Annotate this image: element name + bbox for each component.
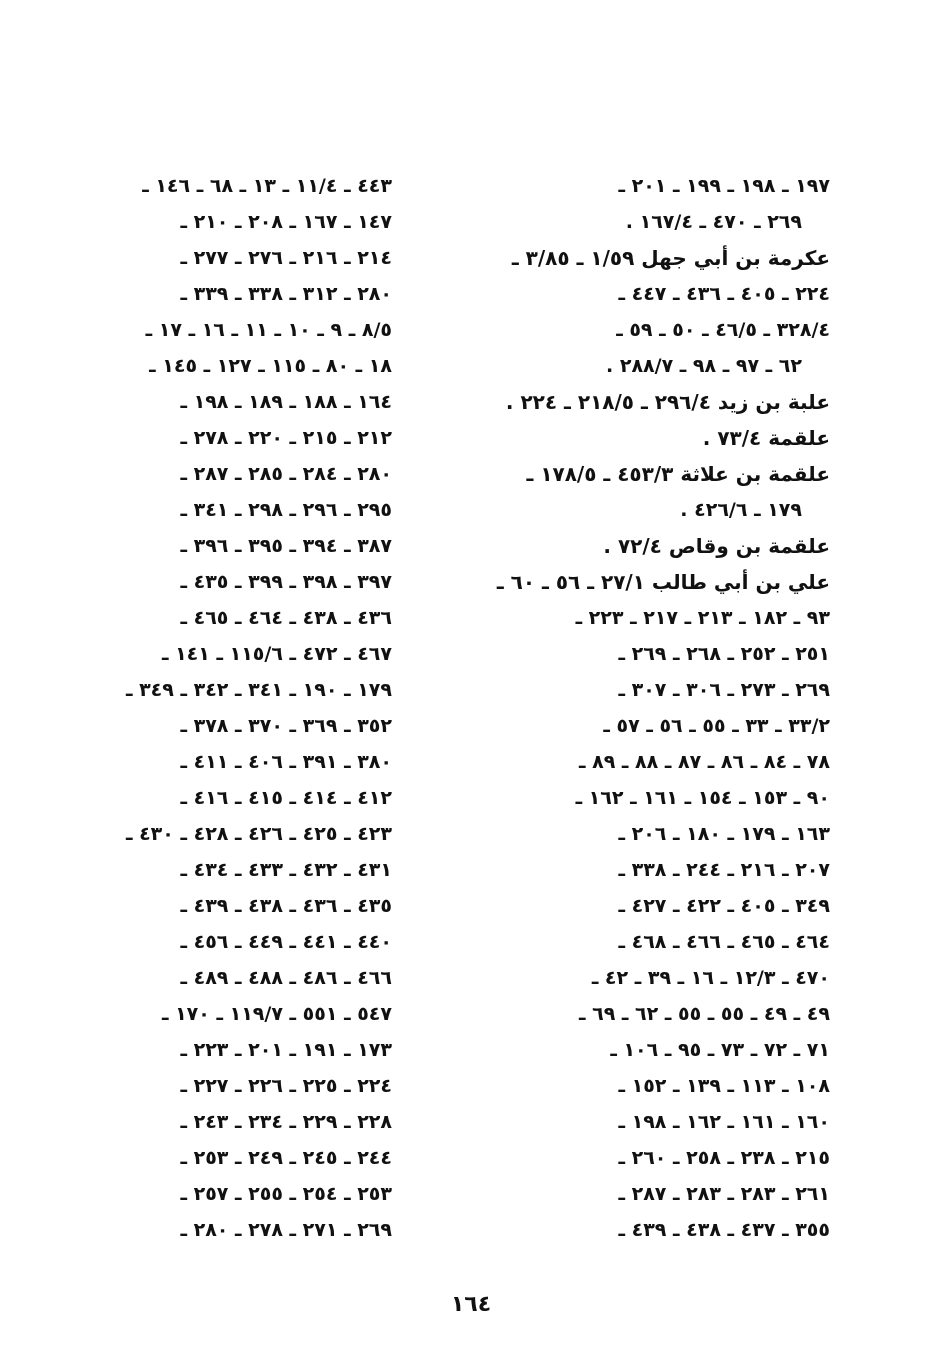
index-entry-line: ٩٠ ـ ١٥٣ ـ ١٥٤ ـ ١٦١ ـ ١٦٢ ـ (575, 787, 830, 809)
index-entry-line: ٢٦١ ـ ٢٨٣ ـ ٢٨٣ ـ ٢٨٧ ـ (618, 1183, 830, 1205)
index-entry-line: ٤٩ ـ ٤٩ ـ ٥٥ ـ ٥٥ ـ ٦٢ ـ ٦٩ ـ (579, 1003, 830, 1025)
index-entry-line: ٢٢٨ ـ ٢٢٩ ـ ٢٣٤ ـ ٢٤٣ ـ (180, 1111, 392, 1133)
index-entry-line: ٣٩٧ ـ ٣٩٨ ـ ٣٩٩ ـ ٤٣٥ ـ (180, 571, 392, 593)
index-entry-heading: علبة بن زيد ٢٩٦/٤ ـ ٢١٨/٥ ـ ٢٢٤ . (505, 390, 830, 414)
index-entry-line: ٩٣ ـ ١٨٢ ـ ٢١٣ ـ ٢١٧ ـ ٢٢٣ ـ (575, 607, 830, 629)
index-entry-line: ٣٤٩ ـ ٤٠٥ ـ ٤٢٢ ـ ٤٢٧ ـ (618, 895, 830, 917)
index-entry-line: ٢٢٤ ـ ٤٠٥ ـ ٤٣٦ ـ ٤٤٧ ـ (618, 283, 830, 305)
index-entry-line: ٢٠٧ ـ ٢١٦ ـ ٢٤٤ ـ ٣٣٨ ـ (618, 859, 830, 881)
index-entry-line: ٤٣٦ ـ ٤٣٨ ـ ٤٦٤ ـ ٤٦٥ ـ (180, 607, 392, 629)
index-entry-line: ٢٢٤ ـ ٢٢٥ ـ ٢٢٦ ـ ٢٢٧ ـ (180, 1075, 392, 1097)
index-entry-line: ٢١٤ ـ ٢١٦ ـ ٢٧٦ ـ ٢٧٧ ـ (180, 247, 392, 269)
index-entry-line: ٤٢٣ ـ ٤٢٥ ـ ٤٢٦ ـ ٤٢٨ ـ ٤٣٠ ـ (125, 823, 392, 845)
index-entry-line: ٤٣١ ـ ٤٣٢ ـ ٤٣٣ ـ ٤٣٤ ـ (180, 859, 392, 881)
index-entry-line: ٢٦٩ ـ ٤٧٠ ـ ١٦٧/٤ . (625, 211, 802, 233)
index-entry-line: ٢٤٤ ـ ٢٤٥ ـ ٢٤٩ ـ ٢٥٣ ـ (180, 1147, 392, 1169)
index-entry-line: ٢٥١ ـ ٢٥٢ ـ ٢٦٨ ـ ٢٦٩ ـ (618, 643, 830, 665)
index-entry-line: ٤٣٥ ـ ٤٣٦ ـ ٤٣٨ ـ ٤٣٩ ـ (180, 895, 392, 917)
index-entry-line: ١٠٨ ـ ١١٣ ـ ١٣٩ ـ ١٥٢ ـ (618, 1075, 830, 1097)
index-entry-line: ١٧٩ ـ ٤٢٦/٦ . (680, 499, 802, 521)
index-entry-line: ٤٦٤ ـ ٤٦٥ ـ ٤٦٦ ـ ٤٦٨ ـ (618, 931, 830, 953)
index-entry-line: ٢١٢ ـ ٢١٥ ـ ٢٢٠ ـ ٢٧٨ ـ (180, 427, 392, 449)
index-entry-line: ٣٨٠ ـ ٣٩١ ـ ٤٠٦ ـ ٤١١ ـ (180, 751, 392, 773)
index-entry-line: ٣٥٢ ـ ٣٦٩ ـ ٣٧٠ ـ ٣٧٨ ـ (180, 715, 392, 737)
index-entry-line: ١٨ ـ ٨٠ ـ ١١٥ ـ ١٢٧ ـ ١٤٥ ـ (149, 355, 392, 377)
index-entry-line: ٢٥٣ ـ ٢٥٤ ـ ٢٥٥ ـ ٢٥٧ ـ (180, 1183, 392, 1205)
index-entry-line: ٣٢٨/٤ ـ ٤٦/٥ ـ ٥٠ ـ ٥٩ ـ (616, 319, 830, 341)
index-column-left (112, 168, 392, 1248)
index-entry-line: ٤٧٠ ـ ١٢/٣ ـ ١٦ ـ ٣٩ ـ ٤٢ ـ (591, 967, 830, 989)
index-entry-line: ١٤٧ ـ ١٦٧ ـ ٢٠٨ ـ ٢١٠ ـ (180, 211, 392, 233)
index-entry-line: ٤٦٧ ـ ٤٧٢ ـ ١١٥/٦ ـ ١٤١ ـ (161, 643, 392, 665)
index-entry-line: ٣٨٧ ـ ٣٩٤ ـ ٣٩٥ ـ ٣٩٦ ـ (180, 535, 392, 557)
index-entry-line: ١٧٩ ـ ١٩٠ ـ ٣٤١ ـ ٣٤٢ ـ ٣٤٩ ـ (125, 679, 392, 701)
index-entry-line: ١٧٣ ـ ١٩١ ـ ٢٠١ ـ ٢٢٣ ـ (180, 1039, 392, 1061)
index-entry-line: ٢٨٠ ـ ٣١٢ ـ ٣٣٨ ـ ٣٣٩ ـ (180, 283, 392, 305)
index-entry-line: ٧٨ ـ ٨٤ ـ ٨٦ ـ ٨٧ ـ ٨٨ ـ ٨٩ ـ (579, 751, 830, 773)
index-entry-line: ٢٦٩ ـ ٢٧٣ ـ ٣٠٦ ـ ٣٠٧ ـ (618, 679, 830, 701)
index-entry-heading: علي بن أبي طالب ٢٧/١ ـ ٥٦ ـ ٦٠ ـ (496, 570, 830, 594)
index-entry-line: ٤١٢ ـ ٤١٤ ـ ٤١٥ ـ ٤١٦ ـ (180, 787, 392, 809)
index-entry-line: ٢٦٩ ـ ٢٧١ ـ ٢٧٨ ـ ٢٨٠ ـ (180, 1219, 392, 1241)
index-entry-heading: علقمة بن وقاص ٧٢/٤ . (603, 534, 830, 558)
index-entry-line: ٣٣/٢ ـ ٣٣ ـ ٥٥ ـ ٥٦ ـ ٥٧ ـ (603, 715, 830, 737)
index-column-right (496, 168, 830, 1248)
index-entry-line: ٥٤٧ ـ ٥٥١ ـ ١١٩/٧ ـ ١٧٠ ـ (161, 1003, 392, 1025)
index-entry-line: ٢١٥ ـ ٢٣٨ ـ ٢٥٨ ـ ٢٦٠ ـ (618, 1147, 830, 1169)
index-entry-line: ٣٥٥ ـ ٤٣٧ ـ ٤٣٨ ـ ٤٣٩ ـ (618, 1219, 830, 1241)
page-number: ١٦٤ (450, 1292, 492, 1317)
index-entry-heading: علقمة بن علاثة ٤٥٣/٣ ـ ١٧٨/٥ ـ (526, 462, 830, 486)
index-entry-line: ١٦٠ ـ ١٦١ ـ ١٦٢ ـ ١٩٨ ـ (618, 1111, 830, 1133)
index-entry-line: ٤٤٠ ـ ٤٤١ ـ ٤٤٩ ـ ٤٥٦ ـ (180, 931, 392, 953)
index-entry-line: ١٦٤ ـ ١٨٨ ـ ١٨٩ ـ ١٩٨ ـ (180, 391, 392, 413)
index-entry-line: ٢٩٥ ـ ٢٩٦ ـ ٢٩٨ ـ ٣٤١ ـ (180, 499, 392, 521)
index-entry-line: ٢٨٠ ـ ٢٨٤ ـ ٢٨٥ ـ ٢٨٧ ـ (180, 463, 392, 485)
index-entry-line: ١٦٣ ـ ١٧٩ ـ ١٨٠ ـ ٢٠٦ ـ (618, 823, 830, 845)
index-entry-heading: عكرمة بن أبي جهل ١/٥٩ ـ ٣/٨٥ ـ (511, 246, 830, 270)
index-entry-line: ٤٦٦ ـ ٤٨٦ ـ ٤٨٨ ـ ٤٨٩ ـ (180, 967, 392, 989)
index-entry-line: ٧١ ـ ٧٢ ـ ٧٣ ـ ٩٥ ـ ١٠٦ ـ (610, 1039, 830, 1061)
index-entry-line: ٦٢ ـ ٩٧ ـ ٩٨ ـ ٢٨٨/٧ . (606, 355, 802, 377)
index-entry-heading: علقمة ٧٣/٤ . (702, 426, 830, 450)
index-entry-line: ٨/٥ ـ ٩ ـ ١٠ ـ ١١ ـ ١٦ ـ ١٧ ـ (145, 319, 392, 341)
index-entry-line: ١٩٧ ـ ١٩٨ ـ ١٩٩ ـ ٢٠١ ـ (618, 175, 830, 197)
index-entry-line: ٤٤٣ ـ ١١/٤ ـ ١٣ ـ ٦٨ ـ ١٤٦ ـ (142, 175, 392, 197)
